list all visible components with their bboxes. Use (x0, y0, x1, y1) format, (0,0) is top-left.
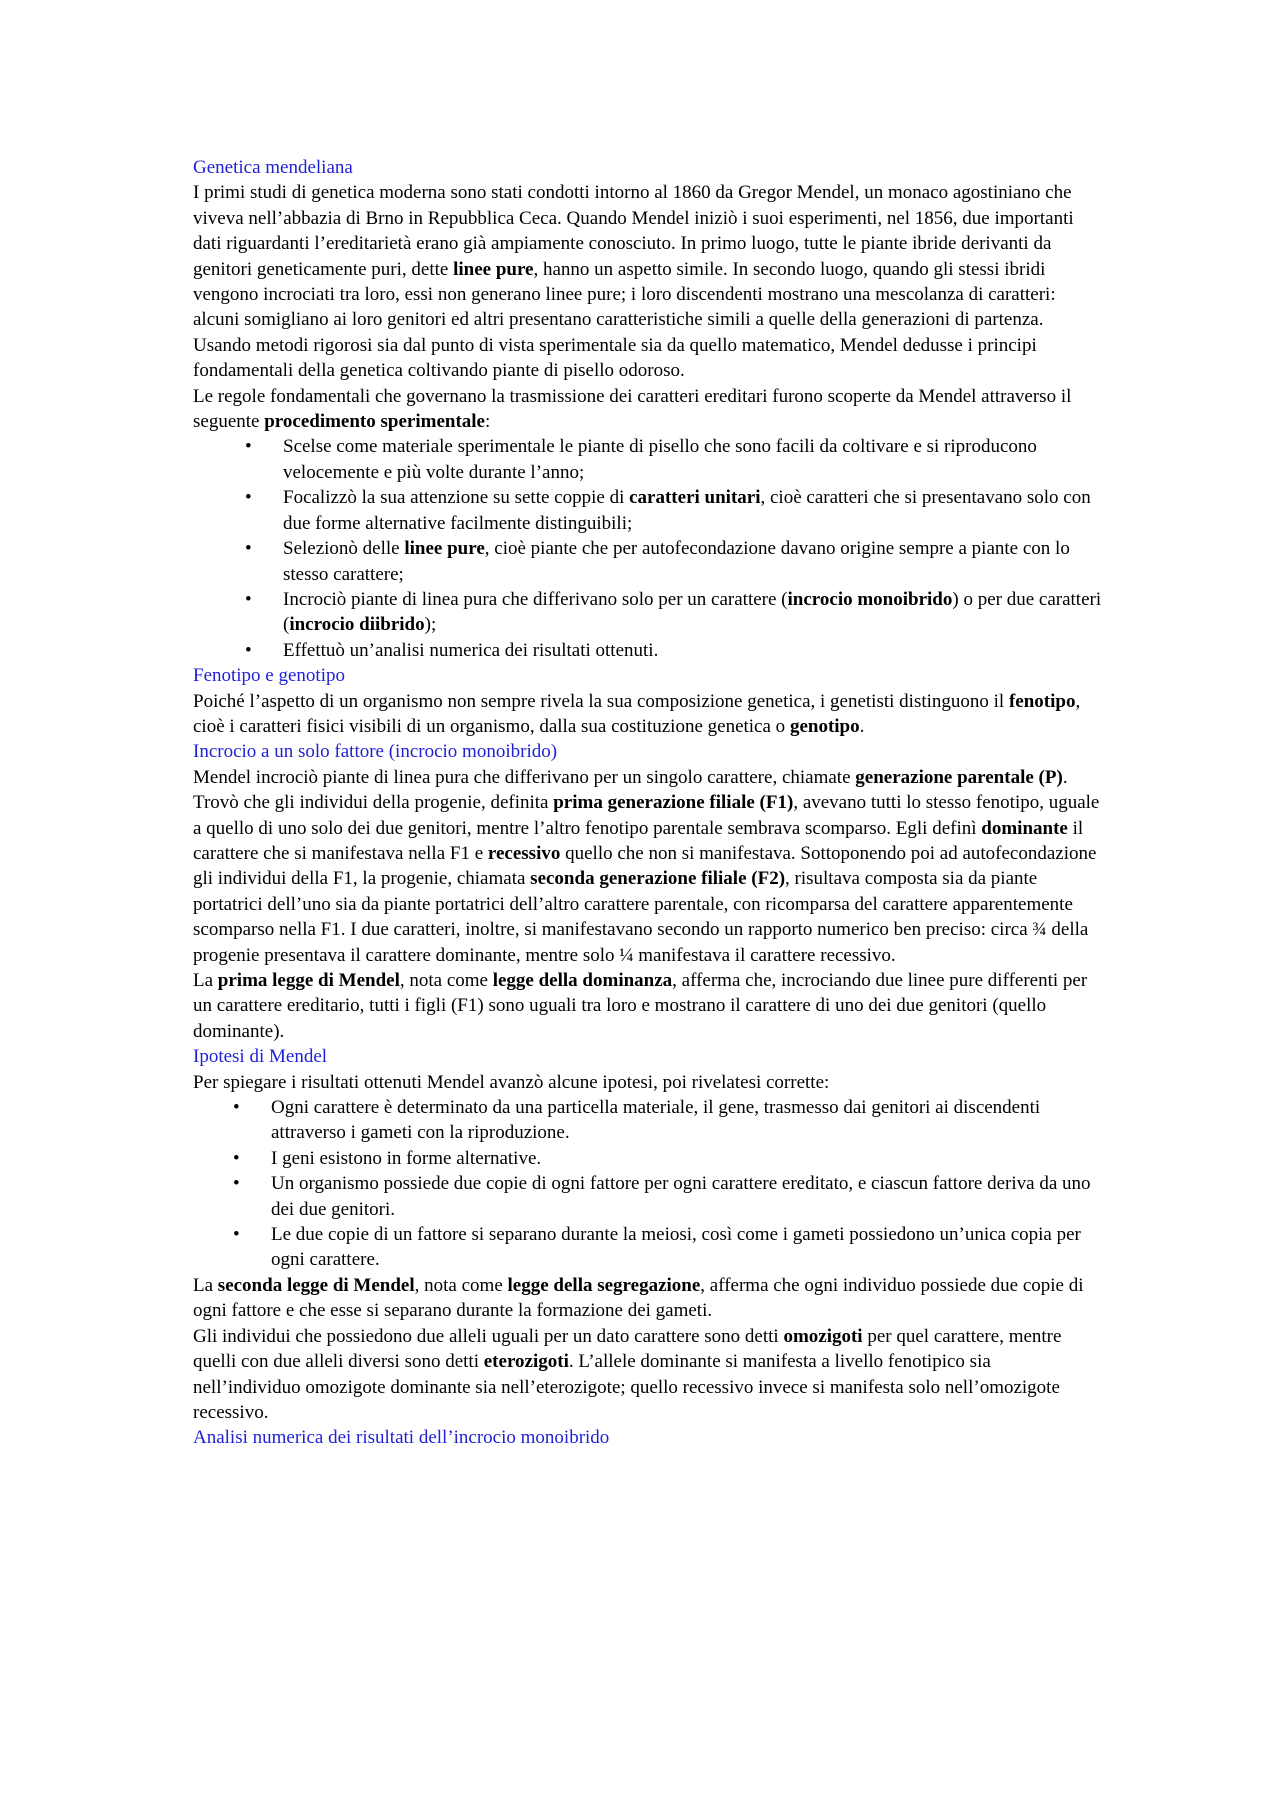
list-item: • Ogni carattere è determinato da una particella materiale, il gene, trasmesso dai genitori ai discendenti attraverso i gameti con la riproduzione. (193, 1095, 1103, 1146)
heading-genetica-mendeliana: Genetica mendeliana (193, 157, 353, 178)
list-item: • I geni esistono in forme alternative. (193, 1146, 1103, 1171)
paragraph-alleli: Gli individui che possiedono due alleli uguali per un dato carattere sono detti omozigoti per quel carattere, mentre quelli con due alleli diversi sono detti eterozigoti. L’allele dominante si manifesta a livello fenotipico sia nell’individuo omozigote dominante sia nell’eterozigote; quello recessivo invece si manifesta solo nell’omozigote recessivo. (193, 1325, 1062, 1423)
term-prima-generazione-filiale: prima generazione filiale (F1) (553, 792, 794, 814)
paragraph-regole: Le regole fondamentali che governano la trasmissione dei caratteri ereditari furono scoperte da Mendel attraverso il seguente procedimento sperimentale: (193, 385, 1072, 433)
paragraph-prima-legge: La prima legge di Mendel, nota come legge della dominanza, afferma che, incrociando due linee pure differenti per un carattere ereditario, tutti i figli (F1) sono uguali tra loro e mostrano il carattere di uno dei due genitori (quello dominante). (193, 970, 1088, 1042)
list-item: • Focalizzò la sua attenzione su sette coppie di caratteri unitari, cioè caratteri che si presentavano solo con due forme alternative facilmente distinguibili; (193, 485, 1103, 536)
term-procedimento-sperimentale: procedimento sperimentale (264, 411, 485, 433)
term-caratteri-unitari: caratteri unitari (629, 487, 761, 509)
term-dominante: dominante (981, 817, 1068, 839)
term-fenotipo: fenotipo (1008, 690, 1076, 712)
term-prima-legge: prima legge di Mendel (217, 970, 400, 991)
list-item: • Effettuò un’analisi numerica dei risultati ottenuti. (193, 638, 1103, 663)
list-item: • Incrociò piante di linea pura che differivano solo per un carattere (incrocio monoibrido) o per due caratteri (incrocio diibrido); (193, 587, 1103, 638)
heading-fenotipo-genotipo: Fenotipo e genotipo (193, 665, 345, 687)
heading-ipotesi-mendel: Ipotesi di Mendel (193, 1046, 328, 1068)
term-seconda-legge: seconda legge di Mendel (217, 1274, 415, 1296)
list-item: • Selezionò delle linee pure, cioè piante che per autofecondazione davano origine sempre a piante con lo stesso carattere; (193, 536, 1103, 587)
term-recessivo: recessivo (487, 842, 561, 864)
list-ipotesi (193, 1095, 1103, 1273)
term-eterozigoti: eterozigoti (483, 1351, 569, 1373)
term-seconda-generazione-filiale: seconda generazione filiale (F2) (530, 868, 786, 890)
heading-incrocio-monoibrido: Incrocio a un solo fattore (incrocio monoibrido) (193, 741, 558, 763)
term-generazione-parentale: generazione parentale (P) (855, 766, 1063, 788)
list-item: • Un organismo possiede due copie di ogni fattore per ogni carattere ereditato, e ciascun fattore deriva da uno dei due genitori. (193, 1171, 1103, 1222)
paragraph-incrocio: Mendel incrociò piante di linea pura che differivano per un singolo carattere, chiamate generazione parentale (P). Trovò che gli individui della progenie, definita prima generazione filiale (F1), avevano tutti lo stesso fenotipo, uguale a quello di uno solo dei due genitori, mentre l’altro fenotipo parentale sembrava scomparso. Egli definì dominante il carattere che si manifestava nella F1 e recessivo quello che non si manifestava. Sottoponendo poi ad autofecondazione gli individui della F1, la progenie, chiamata seconda generazione filiale (F2), risultava composta sia da piante portatrici dell’uno sia da piante portatrici dell’altro carattere parentale, con ricomparsa del carattere apparentemente scomparso nella F1. I due caratteri, inoltre, si manifestavano secondo un rapporto numerico ben preciso: circa ¾ della progenie presentava il carattere dominante, mentre solo ¼ manifestava il carattere recessivo. (193, 766, 1100, 966)
term-genotipo: genotipo (789, 715, 860, 737)
paragraph-seconda-legge: La seconda legge di Mendel, nota come legge della segregazione, afferma che ogni individuo possiede due copie di ogni fattore e che esse si separano durante la formazione dei gameti. (193, 1274, 1084, 1322)
term-incrocio-diibrido: incrocio diibrido (289, 614, 425, 636)
paragraph-intro: I primi studi di genetica moderna sono stati condotti intorno al 1860 da Gregor Mendel, un monaco agostiniano che viveva nell’abbazia di Brno in Repubblica Ceca. Quando Mendel iniziò i suoi esperimenti, nel 1856, due importanti dati riguardanti l’ereditarietà erano già ampiamente conosciuto. In primo luogo, tutte le piante ibride derivanti da genitori geneticamente puri, dette linee pure, hanno un aspetto simile. In secondo luogo, quando gli stessi ibridi vengono incrociati tra loro, essi non generano linee pure; i loro discendenti mostrano una mescolanza di caratteri: alcuni somigliano ai loro genitori ed altri presentano caratteristiche simili a quelle della generazioni di partenza. Usando metodi rigorosi sia dal punto di vista sperimentale sia da quello matematico, Mendel dedusse i principi fondamentali della genetica coltivando piante di pisello odoroso. (193, 182, 1074, 382)
paragraph-ipotesi-intro: Per spiegare i risultati ottenuti Mendel avanzò alcune ipotesi, poi rivelatesi corrette: (193, 1071, 830, 1093)
term-legge-dominanza: legge della dominanza (492, 970, 673, 991)
paragraph-fenotipo: Poiché l’aspetto di un organismo non sempre rivela la sua composizione genetica, i genetisti distinguono il fenotipo, cioè i caratteri fisici visibili di un organismo, dalla sua costituzione genetica o genotipo. (193, 690, 1081, 737)
list-procedimento (193, 434, 1103, 663)
heading-analisi-numerica: Analisi numerica dei risultati dell’incrocio monoibrido (193, 1427, 610, 1449)
list-item: • Scelse come materiale sperimentale le piante di pisello che sono facili da coltivare e si riproducono velocemente e più volte durante l’anno; (193, 434, 1103, 485)
term-linee-pure: linee pure (453, 258, 534, 280)
document-page (193, 155, 1103, 1451)
term-omozigoti: omozigoti (783, 1325, 863, 1347)
term-incrocio-monoibrido: incrocio monoibrido (787, 588, 953, 610)
term-linee-pure: linee pure (404, 538, 485, 560)
term-legge-segregazione: legge della segregazione (507, 1274, 701, 1296)
list-item: • Le due copie di un fattore si separano durante la meiosi, così come i gameti possiedono un’unica copia per ogni carattere. (193, 1222, 1103, 1273)
